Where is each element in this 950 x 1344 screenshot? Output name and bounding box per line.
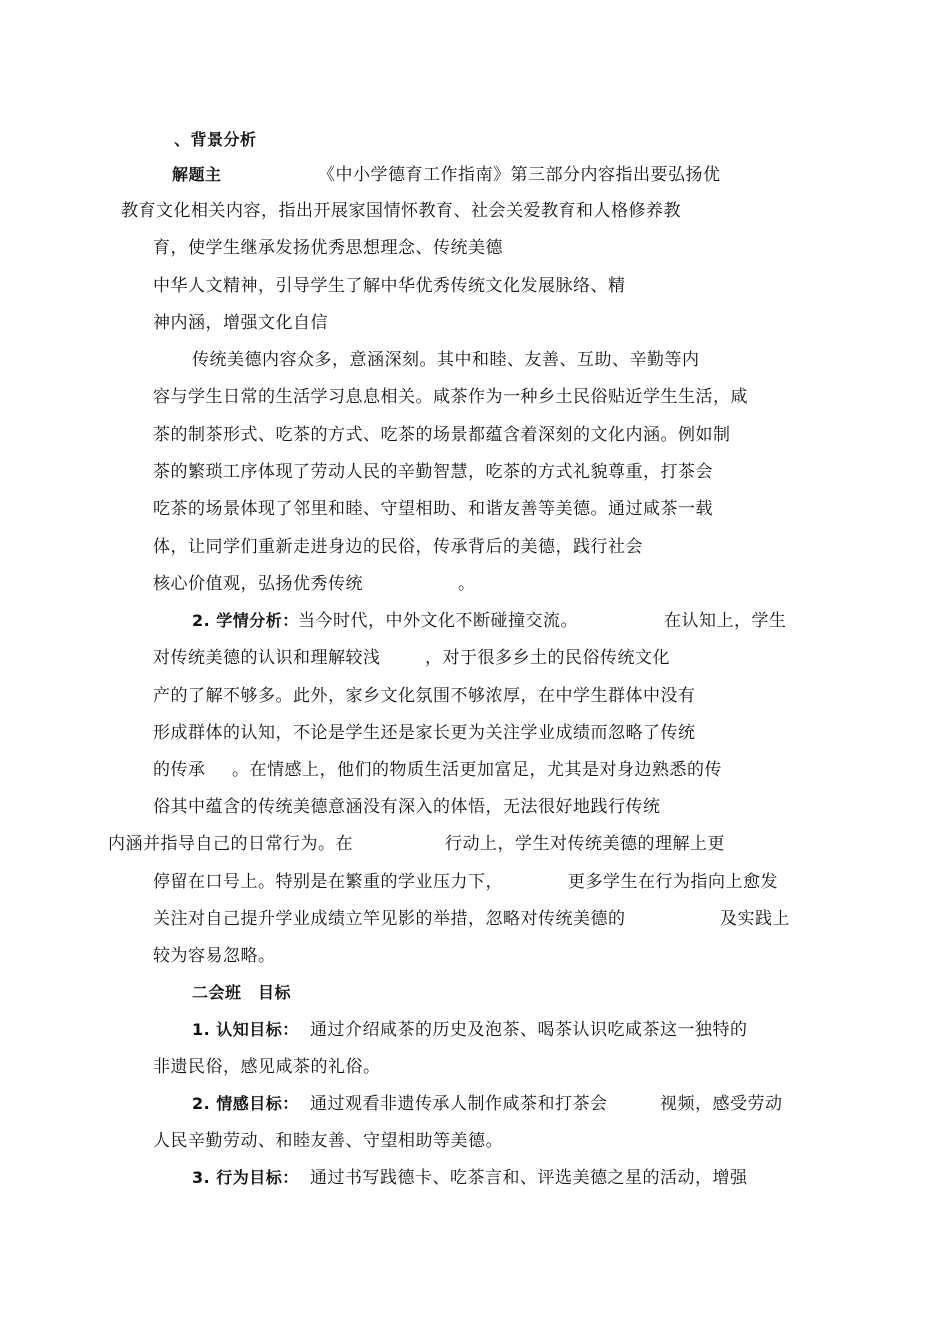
emotional-goal-label: 2. 情感目标： bbox=[192, 1094, 299, 1113]
para3-line8b: 更多学生在行为指向上愈发 bbox=[568, 872, 778, 892]
para3-line2b: ，对于很多乡土的民俗传统文化 bbox=[425, 648, 670, 668]
para1-line3: 育，使学生继承发扬优秀思想理念、传统美德 bbox=[153, 238, 503, 258]
goal3-line1: 通过书写践德卡、吃茶言和、评选美德之星的活动，增强 bbox=[310, 1168, 748, 1188]
cognitive-goal-label: 1. 认知目标： bbox=[192, 1020, 299, 1039]
para2-line6: 体，让同学们重新走进身边的民俗，传承背后的美德，践行社会 bbox=[153, 537, 643, 557]
para3-line8a: 停留在口号上。特别是在繁重的学业压力下， bbox=[153, 872, 503, 892]
para3-line9a: 关注对自己提升学业成绩立竿见影的举措，忽略对传统美德的 bbox=[153, 909, 626, 929]
para3-line7a: 内涵并指导自己的日常行为。在 bbox=[108, 834, 353, 854]
para2-line2: 容与学生日常的生活学习息息相关。咸茶作为一种乡土民俗贴近学生生活，咸 bbox=[153, 387, 748, 407]
para2-line7-end: 。 bbox=[458, 574, 476, 594]
goal2-line1b: 视频，感受劳动 bbox=[660, 1094, 783, 1114]
goal1-line2: 非遗民俗，感见咸茶的礼俗。 bbox=[153, 1057, 381, 1077]
para2-line5: 吃茶的场景体现了邻里和睦、守望相助、和谐友善等美德。通过咸茶一载 bbox=[153, 499, 713, 519]
goal1-line1: 通过介绍咸茶的历史及泡茶、喝茶认识吃咸茶这一独特的 bbox=[310, 1020, 748, 1040]
para3-line7b: 行动上，学生对传统美德的理解上更 bbox=[445, 834, 725, 854]
para3-line4: 形成群体的认知，不论是学生还是家长更为关注学业成绩而忽略了传统 bbox=[153, 723, 696, 743]
para3-line1a: 当今时代，中外文化不断碰撞交流。 bbox=[298, 611, 578, 631]
learning-analysis-label: 2. 学情分析： bbox=[192, 611, 299, 630]
para3-line6: 俗其中蕴含的传统美德意涵没有深入的体悟，无法很好地践行传统 bbox=[153, 797, 661, 817]
para3-line1b: 在认知上，学生 bbox=[664, 611, 787, 631]
para3-line5a: 的传承 bbox=[153, 760, 206, 780]
behavior-goal-label: 3. 行为目标： bbox=[192, 1168, 299, 1187]
para3-line10: 较为容易忽略。 bbox=[153, 946, 276, 966]
para2-line4: 茶的繁琐工序体现了劳动人民的辛勤智慧，吃茶的方式礼貌尊重，打茶会 bbox=[153, 462, 713, 482]
para3-line2a: 对传统美德的认识和理解较浅 bbox=[153, 648, 381, 668]
section-heading-background: 、背景分析 bbox=[174, 130, 257, 149]
para1-line5: 神内涵，增强文化自信 bbox=[153, 313, 328, 333]
para1-line4: 中华人文精神，引导学生了解中华优秀传统文化发展脉络、精 bbox=[153, 276, 626, 296]
para3-line5b: 。在情感上，他们的物质生活更加富足，尤其是对身边熟悉的传 bbox=[232, 760, 722, 780]
para2-line1: 传统美德内容众多，意涵深刻。其中和睦、友善、互助、辛勤等内 bbox=[192, 350, 700, 370]
para2-line7: 核心价值观，弘扬优秀传统 bbox=[153, 574, 363, 594]
para2-line3: 茶的制茶形式、吃茶的方式、吃茶的场景都蕴含着深刻的文化内涵。例如制 bbox=[153, 425, 731, 445]
goal2-line2: 人民辛勤劳动、和睦友善、守望相助等美德。 bbox=[153, 1131, 503, 1151]
para3-line9b: 及实践上 bbox=[720, 909, 790, 929]
para3-line3: 产的了解不够多。此外，家乡文化氛围不够浓厚，在中学生群体中没有 bbox=[153, 686, 696, 706]
para1-label: 解题主 bbox=[172, 165, 222, 184]
para1-line1: 《中小学德育工作指南》第三部分内容指出要弘扬优 bbox=[318, 165, 721, 185]
section-heading-goals: 二会班 目标 bbox=[192, 983, 292, 1002]
goal2-line1a: 通过观看非遗传承人制作咸茶和打茶会 bbox=[310, 1094, 608, 1114]
para1-line2: 教育文化相关内容，指出开展家国情怀教育、社会关爱教育和人格修养教 bbox=[121, 201, 681, 221]
